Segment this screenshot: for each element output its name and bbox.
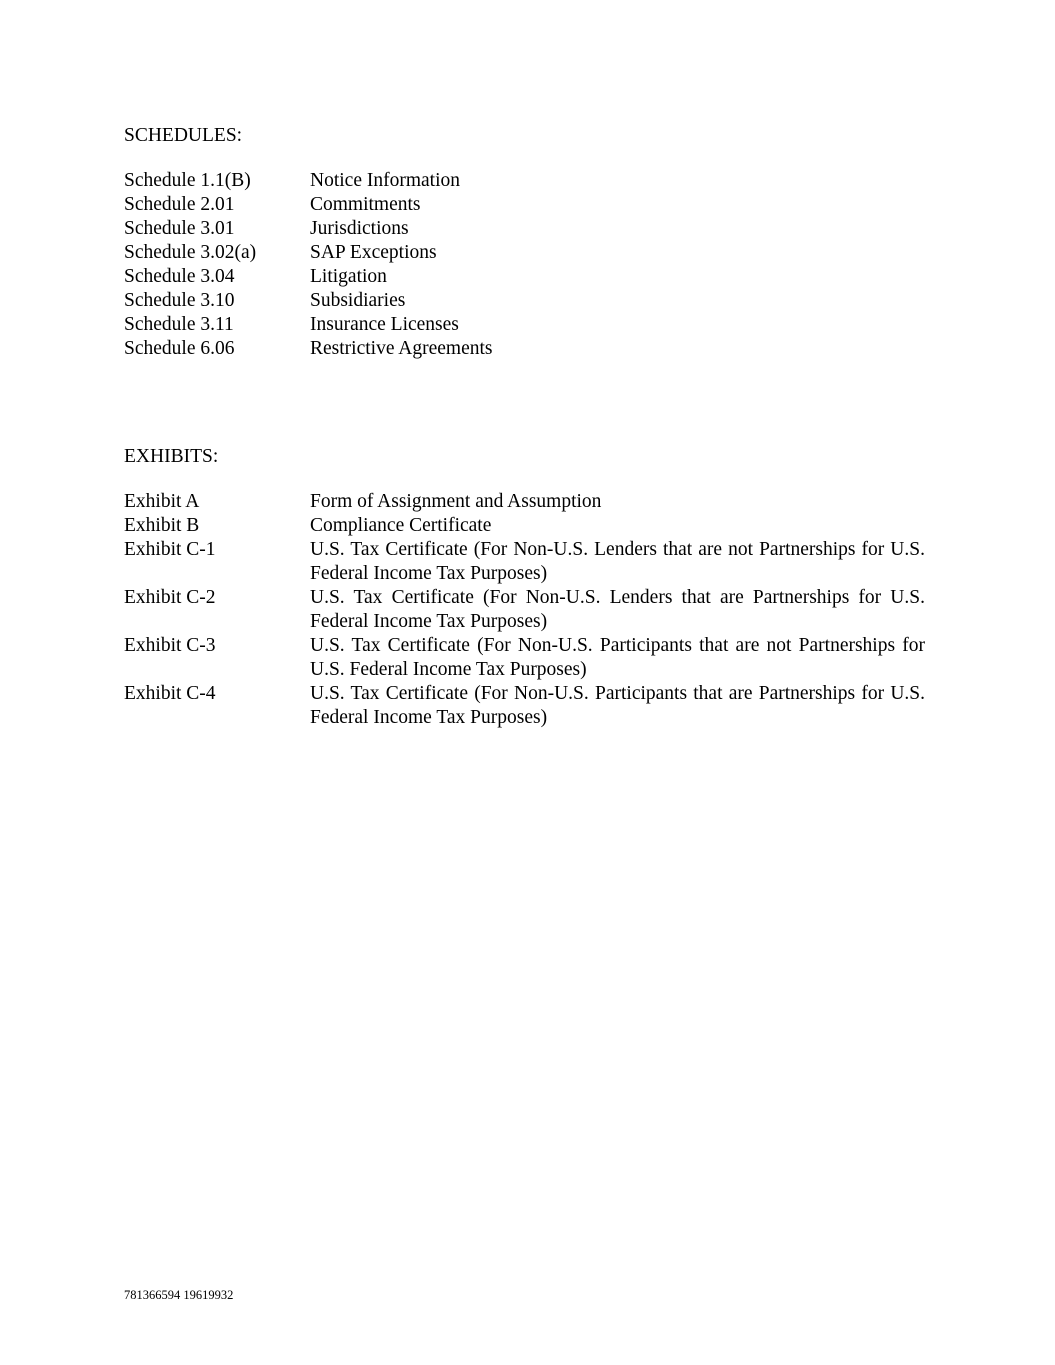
item-title: U.S. Tax Certificate (For Non-U.S. Lenders that are not Partnerships for U.S. Federal Income Tax Purposes) — [310, 539, 925, 584]
exhibits-list — [124, 490, 925, 730]
item-title: SAP Exceptions — [310, 242, 437, 263]
item-id: Exhibit C-2 — [124, 587, 216, 608]
item-id: Schedule 3.11 — [124, 314, 234, 335]
item-title: Notice Information — [310, 170, 460, 191]
item-title: Jurisdictions — [310, 218, 409, 239]
footer-doc-id: 781366594 19619932 — [124, 1288, 234, 1302]
list-item — [124, 682, 925, 730]
item-id: Exhibit C-3 — [124, 635, 216, 656]
item-title: U.S. Tax Certificate (For Non-U.S. Participants that are not Partnerships for U.S. Federal Income Tax Purposes) — [310, 635, 925, 680]
list-item — [124, 169, 925, 193]
item-id: Exhibit C-1 — [124, 539, 216, 560]
list-item — [124, 634, 925, 682]
item-id: Exhibit B — [124, 515, 200, 536]
schedules-heading: SCHEDULES: — [124, 125, 243, 146]
item-title: Commitments — [310, 194, 421, 215]
item-title: U.S. Tax Certificate (For Non-U.S. Participants that are Partnerships for U.S. Federal Income Tax Purposes) — [310, 683, 925, 728]
list-item — [124, 586, 925, 634]
item-id: Schedule 6.06 — [124, 338, 235, 359]
exhibits-section — [124, 445, 925, 730]
item-title: Litigation — [310, 266, 387, 287]
item-id: Exhibit A — [124, 491, 200, 512]
list-item — [124, 313, 925, 337]
list-item — [124, 490, 925, 514]
list-item — [124, 241, 925, 265]
item-title: Subsidiaries — [310, 290, 406, 311]
item-id: Schedule 3.02(a) — [124, 242, 257, 263]
list-item — [124, 514, 925, 538]
item-id: Schedule 3.10 — [124, 290, 235, 311]
item-id: Exhibit C-4 — [124, 683, 216, 704]
item-id: Schedule 2.01 — [124, 194, 235, 215]
item-id: Schedule 3.01 — [124, 218, 235, 239]
schedules-list — [124, 169, 925, 361]
exhibits-heading: EXHIBITS: — [124, 446, 219, 467]
list-item — [124, 289, 925, 313]
item-title: Compliance Certificate — [310, 515, 492, 536]
schedules-section — [124, 124, 925, 361]
item-title: U.S. Tax Certificate (For Non-U.S. Lenders that are Partnerships for U.S. Federal Income Tax Purposes) — [310, 587, 925, 632]
item-id: Schedule 3.04 — [124, 266, 235, 287]
item-title: Restrictive Agreements — [310, 338, 493, 359]
item-id: Schedule 1.1(B) — [124, 170, 251, 191]
list-item — [124, 217, 925, 241]
list-item — [124, 193, 925, 217]
list-item — [124, 265, 925, 289]
list-item — [124, 538, 925, 586]
item-title: Insurance Licenses — [310, 314, 459, 335]
list-item — [124, 337, 925, 361]
item-title: Form of Assignment and Assumption — [310, 491, 602, 512]
